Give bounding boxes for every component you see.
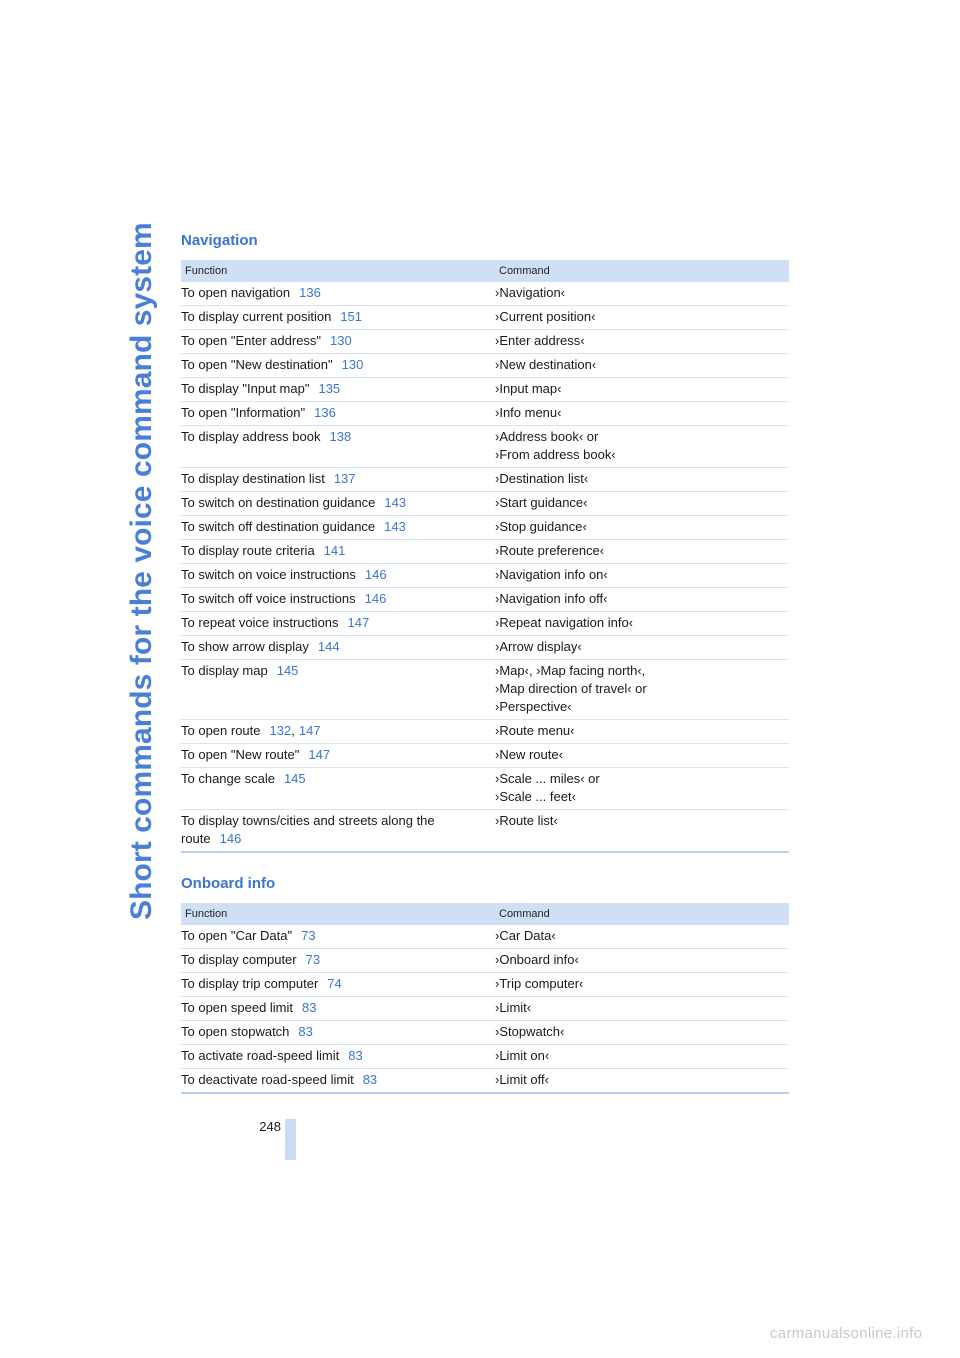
voice-command-text: ›Navigation info off‹ [495, 591, 608, 606]
voice-command-text: ›Route list‹ [495, 813, 558, 828]
command-cell [495, 997, 789, 1021]
command-column-header: Command [495, 260, 789, 282]
chapter-side-title: Short commands for the voice command system [125, 222, 158, 920]
function-cell [181, 660, 495, 720]
command-cell [495, 925, 789, 949]
function-text: To display destination list [181, 471, 325, 486]
voice-command-text: ›Destination list‹ [495, 471, 589, 486]
function-text: To change scale [181, 771, 275, 786]
page-reference-link[interactable]: 138 [329, 429, 352, 444]
function-cell [181, 1069, 495, 1094]
command-cell [495, 636, 789, 660]
function-text: To open "New destination" [181, 357, 333, 372]
page-reference-link[interactable]: 73 [301, 928, 316, 943]
page-reference-link[interactable]: 143 [384, 495, 407, 510]
table-row [181, 997, 789, 1021]
page-content [181, 228, 789, 1094]
function-text: To switch off voice instructions [181, 591, 356, 606]
voice-command-text: ›Limit on‹ [495, 1048, 550, 1063]
voice-command-text: ›Stop guidance‹ [495, 519, 587, 534]
page-reference-link[interactable]: 145 [276, 663, 299, 678]
function-text: To activate road-speed limit [181, 1048, 340, 1063]
function-text: To open stopwatch [181, 1024, 290, 1039]
command-cell [495, 468, 789, 492]
command-cell [495, 402, 789, 426]
function-cell [181, 810, 495, 853]
function-cell [181, 468, 495, 492]
page-reference-link[interactable]: 145 [283, 771, 306, 786]
table-row [181, 949, 789, 973]
table-header-row [181, 260, 789, 282]
voice-command-text: ›New destination‹ [495, 357, 597, 372]
function-text: To display towns/cities and streets along the route [181, 813, 435, 846]
onboard-info-commands-table [181, 903, 789, 1094]
function-text: To display address book [181, 429, 321, 444]
page-number-bar [285, 1119, 296, 1160]
page-reference-link[interactable]: 151 [340, 309, 363, 324]
function-cell [181, 720, 495, 744]
function-cell [181, 330, 495, 354]
voice-command-text: ›Scale ... feet‹ [495, 789, 576, 804]
section-title-navigation: Navigation [181, 232, 258, 249]
voice-command-text: ›Enter address‹ [495, 333, 585, 348]
onboard-info-rows [181, 925, 789, 1093]
voice-command-text: ›Onboard info‹ [495, 952, 579, 967]
page-reference-link[interactable]: 147 [308, 747, 331, 762]
function-column-header: Function [181, 260, 495, 282]
voice-command-text: ›Limit off‹ [495, 1072, 549, 1087]
function-text: To open "New route" [181, 747, 300, 762]
voice-command-text: ›From address book‹ [495, 447, 616, 462]
function-cell [181, 402, 495, 426]
page-reference-link[interactable]: 146 [364, 591, 387, 606]
page-reference-link[interactable]: 74 [327, 976, 342, 991]
table-row [181, 744, 789, 768]
function-cell [181, 354, 495, 378]
function-cell [181, 636, 495, 660]
command-cell [495, 810, 789, 853]
function-cell [181, 564, 495, 588]
page-reference-link[interactable]: 146 [364, 567, 387, 582]
function-text: To deactivate road-speed limit [181, 1072, 354, 1087]
function-text: To switch on voice instructions [181, 567, 356, 582]
page-reference-link[interactable]: 83 [302, 1000, 317, 1015]
command-cell [495, 540, 789, 564]
function-text: To display "Input map" [181, 381, 310, 396]
table-row [181, 925, 789, 949]
command-cell [495, 1045, 789, 1069]
function-cell [181, 540, 495, 564]
command-cell [495, 564, 789, 588]
command-cell [495, 306, 789, 330]
voice-command-text: ›Start guidance‹ [495, 495, 588, 510]
command-cell [495, 949, 789, 973]
function-text: To open "Car Data" [181, 928, 293, 943]
voice-command-text: ›Limit‹ [495, 1000, 532, 1015]
page-reference-link[interactable]: 136 [314, 405, 336, 420]
command-cell [495, 973, 789, 997]
function-text: To switch off destination guidance [181, 519, 376, 534]
page-reference-link[interactable]: 83 [362, 1072, 378, 1087]
table-row [181, 973, 789, 997]
table-row [181, 330, 789, 354]
function-text: To open speed limit [181, 1000, 294, 1015]
page-reference-link[interactable]: 143 [384, 519, 406, 534]
function-text: To display trip computer [181, 976, 319, 991]
footer-watermark-logo: carmanualsonline.info [770, 1325, 923, 1342]
function-text: To switch on destination guidance [181, 495, 376, 510]
command-cell [495, 354, 789, 378]
command-cell [495, 1069, 789, 1094]
table-row [181, 1045, 789, 1069]
page-reference-link[interactable]: 83 [348, 1048, 363, 1063]
table-row [181, 636, 789, 660]
function-text: To display route criteria [181, 543, 315, 558]
page-reference-link[interactable]: 141 [323, 543, 346, 558]
function-text: To display computer [181, 952, 297, 967]
page-reference-link[interactable]: 147 [347, 615, 370, 630]
table-row [181, 1069, 789, 1094]
command-cell [495, 720, 789, 744]
function-cell [181, 426, 495, 468]
command-cell [495, 282, 789, 306]
table-header-row [181, 903, 789, 925]
table-row [181, 810, 789, 853]
page-number: 248 [259, 1119, 281, 1134]
function-cell [181, 925, 495, 949]
voice-command-text: ›Address book‹ or [495, 429, 599, 444]
function-cell [181, 997, 495, 1021]
table-row [181, 492, 789, 516]
function-text: To repeat voice instructions [181, 615, 339, 630]
command-cell [495, 768, 789, 810]
function-cell [181, 492, 495, 516]
table-row [181, 612, 789, 636]
function-text: To display current position [181, 309, 332, 324]
command-cell [495, 492, 789, 516]
voice-command-text: ›Trip computer‹ [495, 976, 584, 991]
voice-command-text: ›Arrow display‹ [495, 639, 582, 654]
command-cell [495, 744, 789, 768]
table-row [181, 660, 789, 720]
function-cell [181, 378, 495, 402]
page-reference-link[interactable]: 73 [305, 952, 321, 967]
function-text: To open navigation [181, 285, 291, 300]
page-reference-link[interactable]: 130 [341, 357, 364, 372]
command-cell [495, 588, 789, 612]
function-cell [181, 768, 495, 810]
table-row [181, 354, 789, 378]
page-reference-link[interactable]: 137 [333, 471, 356, 486]
page-reference-link[interactable]: 136 [299, 285, 321, 300]
function-cell [181, 282, 495, 306]
voice-command-text: ›Repeat navigation info‹ [495, 615, 634, 630]
voice-command-text: ›Route menu‹ [495, 723, 575, 738]
function-text: To open "Information" [181, 405, 306, 420]
command-cell [495, 612, 789, 636]
table-row [181, 516, 789, 540]
command-cell [495, 426, 789, 468]
voice-command-text: ›Map direction of travel‹ or [495, 681, 647, 696]
command-cell [495, 660, 789, 720]
voice-command-text: ›Navigation info on‹ [495, 567, 608, 582]
function-text: To open route [181, 723, 261, 738]
voice-command-text: ›Scale ... miles‹ or [495, 771, 600, 786]
function-text: To show arrow display [181, 639, 309, 654]
page-reference-link[interactable]: 132 [269, 723, 292, 738]
table-row [181, 378, 789, 402]
command-cell [495, 516, 789, 540]
voice-command-text: ›Info menu‹ [495, 405, 562, 420]
voice-command-text: ›Navigation‹ [495, 285, 566, 300]
voice-command-text: ›Input map‹ [495, 381, 562, 396]
function-cell [181, 588, 495, 612]
command-column-header: Command [495, 903, 789, 925]
command-cell [495, 330, 789, 354]
function-text: To open "Enter address" [181, 333, 322, 348]
page-reference-link[interactable]: 130 [330, 333, 352, 348]
voice-command-text: ›Route preference‹ [495, 543, 605, 558]
voice-command-text: ›Map‹, ›Map facing north‹, [495, 663, 646, 678]
page-reference-link[interactable]: 144 [317, 639, 340, 654]
table-row [181, 1021, 789, 1045]
table-row [181, 768, 789, 810]
table-row [181, 468, 789, 492]
navigation-rows [181, 282, 789, 852]
table-row [181, 564, 789, 588]
function-cell [181, 1021, 495, 1045]
page-reference-link[interactable]: 135 [318, 381, 341, 396]
table-row [181, 720, 789, 744]
function-cell [181, 612, 495, 636]
voice-command-text: ›Perspective‹ [495, 699, 572, 714]
function-cell [181, 949, 495, 973]
navigation-commands-table [181, 260, 789, 853]
page-reference-link[interactable]: 83 [298, 1024, 313, 1039]
voice-command-text: ›Current position‹ [495, 309, 596, 324]
table-row [181, 426, 789, 468]
function-cell [181, 744, 495, 768]
table-row [181, 402, 789, 426]
voice-command-text: ›New route‹ [495, 747, 563, 762]
page-reference-link[interactable]: 146 [219, 831, 242, 846]
function-cell [181, 306, 495, 330]
function-cell [181, 1045, 495, 1069]
function-cell [181, 973, 495, 997]
table-row [181, 588, 789, 612]
page-ref-separator: , [291, 723, 295, 738]
table-row [181, 306, 789, 330]
command-cell [495, 1021, 789, 1045]
function-column-header: Function [181, 903, 495, 925]
table-row [181, 540, 789, 564]
command-cell [495, 378, 789, 402]
section-title-onboard-info: Onboard info [181, 875, 276, 892]
function-text: To display map [181, 663, 268, 678]
page-reference-link[interactable]: 147 [298, 723, 321, 738]
function-cell [181, 516, 495, 540]
table-row [181, 282, 789, 306]
voice-command-text: ›Stopwatch‹ [495, 1024, 565, 1039]
voice-command-text: ›Car Data‹ [495, 928, 556, 943]
